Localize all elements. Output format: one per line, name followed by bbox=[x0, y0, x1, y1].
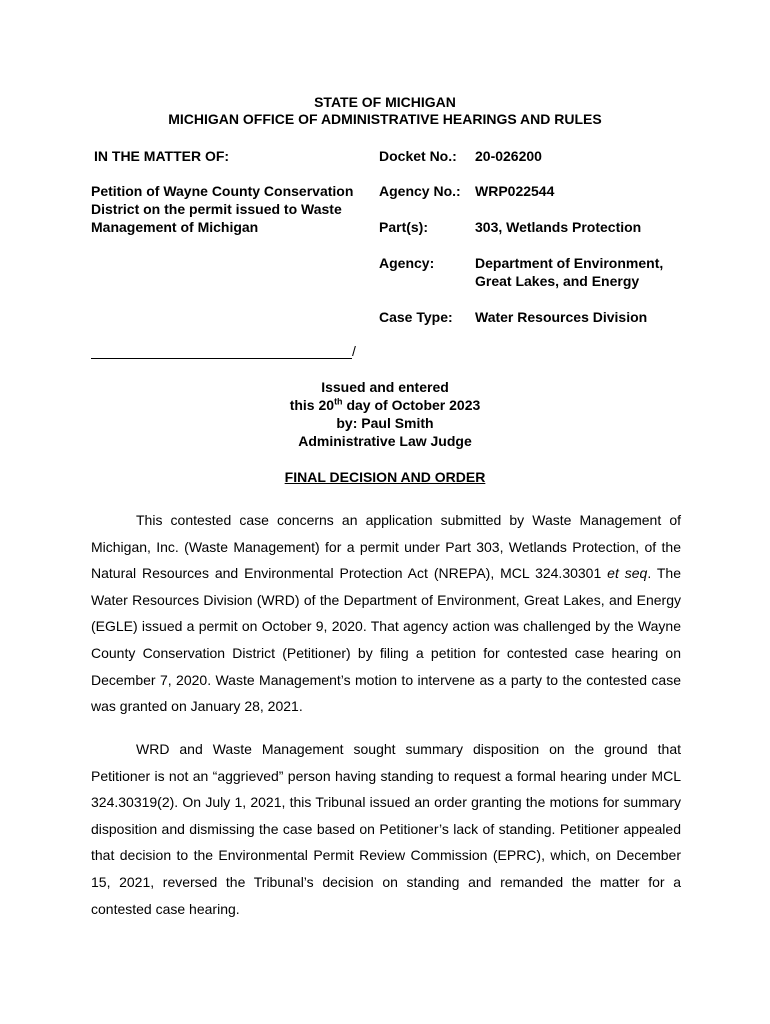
case-type-value: Water Resources Division bbox=[475, 309, 648, 325]
agency-no-value: WRP022544 bbox=[475, 183, 555, 199]
decision-title-text: FINAL DECISION AND ORDER bbox=[284, 469, 486, 485]
issued-date bbox=[0, 396, 770, 414]
issued-date-pre: this 20 bbox=[289, 397, 335, 413]
case-type-label: Case Type: bbox=[379, 309, 453, 325]
caption-underline bbox=[91, 343, 352, 359]
header-state: STATE OF MICHIGAN bbox=[314, 94, 456, 110]
agency-value: Department of Environment, bbox=[475, 255, 664, 271]
docket-label: Docket No.: bbox=[379, 148, 457, 164]
header-office: MICHIGAN OFFICE OF ADMINISTRATIVE HEARINGS AND RULES bbox=[168, 111, 602, 127]
paragraph-1-et-seq: et seq bbox=[607, 565, 648, 582]
in-the-matter-label: IN THE MATTER OF: bbox=[94, 148, 230, 164]
parts-label: Part(s): bbox=[379, 219, 429, 235]
paragraph-1 bbox=[91, 507, 681, 720]
issued-line: Issued and entered bbox=[321, 379, 449, 395]
issued-role: Administrative Law Judge bbox=[298, 433, 472, 449]
agency-value-line2: Great Lakes, and Energy bbox=[475, 273, 640, 289]
petition-title: Petition of Wayne County Conservation District on the permit issued to Waste Management of Michigan bbox=[91, 183, 354, 235]
issued-date-post: day of October 2023 bbox=[342, 397, 481, 413]
caption-slash: / bbox=[352, 343, 356, 359]
agency-no-label: Agency No.: bbox=[379, 183, 461, 199]
paragraph-2: WRD and Waste Management sought summary disposition on the ground that Petitioner is not an “aggrieved” person having standing to request a formal hearing under MCL 324.30319(2). On July 1, 2021, this Tribunal issued an order granting the motions for summary disposition and dismissing the case based on Petitioner’s lack of standing. Petitioner appealed that decision to the Environmental Permit Review Commission (EPRC), which, on December 15, 2021, reversed the Tribunal’s decision on standing and remanded the matter for a contested case hearing. bbox=[91, 741, 681, 917]
parts-value: 303, Wetlands Protection bbox=[475, 219, 642, 235]
paragraph-1-b: . The Water Resources Division (WRD) of the Department of Environment, Great Lakes, and Energy (EGLE) issued a permit on October 9, 2020. That agency action was challenged by the Wayne County Conservation District (Petitioner) by filing a petition for contested case hearing on December 7, 2020. Waste Management’s motion to intervene as a party to the contested case was granted on January 28, 2021. bbox=[91, 565, 681, 715]
docket-value: 20-026200 bbox=[475, 148, 542, 164]
issued-by: by: Paul Smith bbox=[336, 415, 434, 431]
paragraph-1-a: This contested case concerns an application submitted by Waste Management of Michigan, Inc. (Waste Management) for a permit under Part 303, Wetlands Protection, of the Natural Resources and Environmental Protection Act (NREPA), MCL 324.30301 bbox=[91, 512, 681, 582]
agency-label: Agency: bbox=[379, 255, 435, 271]
decision-title bbox=[0, 468, 770, 486]
issued-date-sup: th bbox=[334, 396, 343, 407]
